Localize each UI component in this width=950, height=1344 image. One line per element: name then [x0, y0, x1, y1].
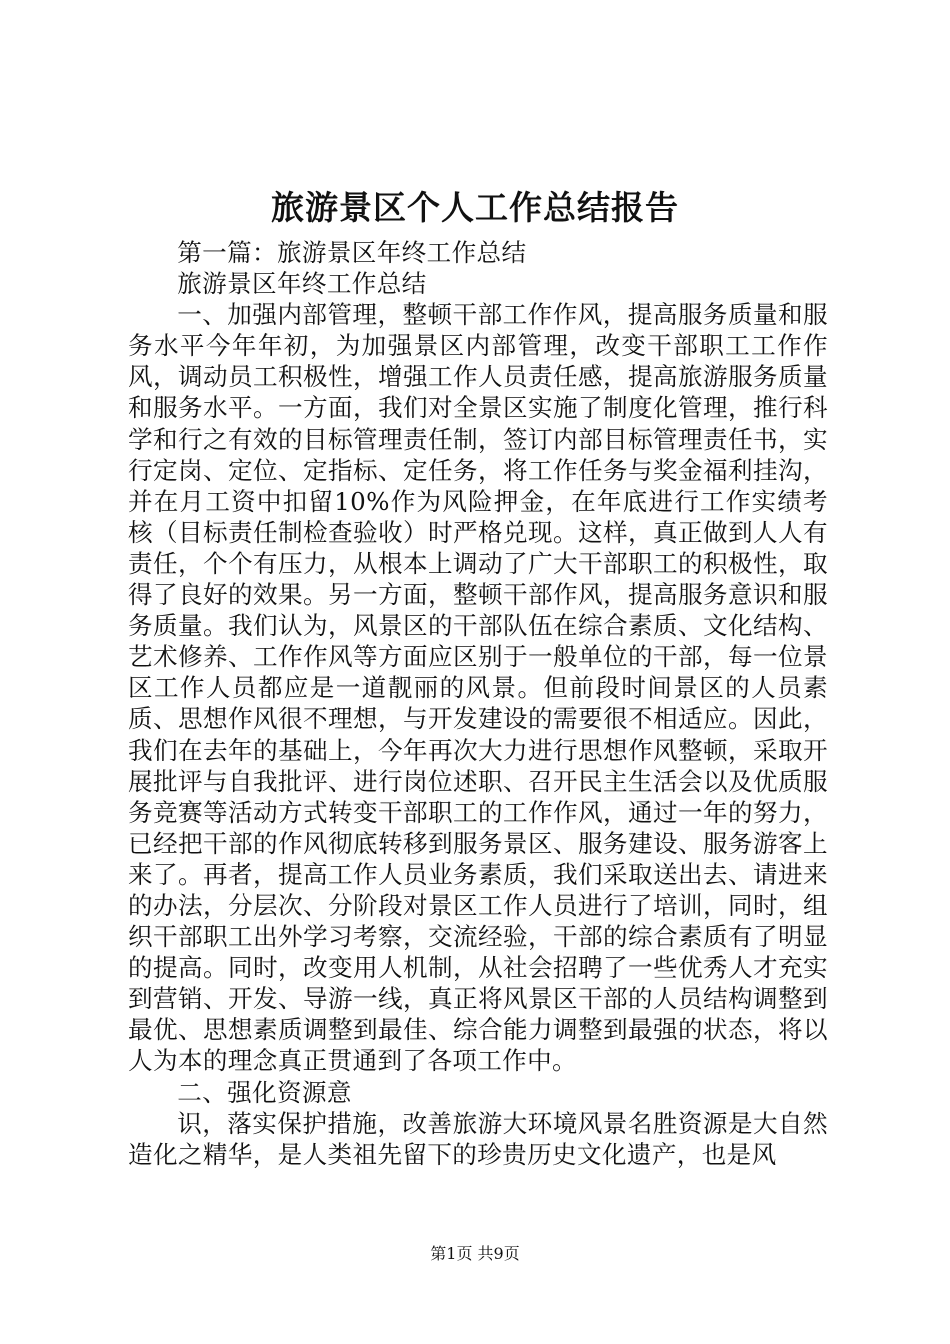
paragraph-subheading: 旅游景区年终工作总结: [177, 269, 427, 299]
paragraph-management: 一、加强内部管理，整顿干部工作作风，提高服务质量和服务水平今年年初，为加强景区内部管理，改变干部职工工作作风，调动员工积极性，增强工作人员责任感，提高旅游服务质量和服务水平。一方面，我们对全景区实施了制度化管理，推行科学和行之有效的目标管理责任制，签订内部目标管理责任书，实行定岗、定位、定指标、定任务，将工作任务与奖金福利挂沟，并在月工资中扣留10%作为风险押金，在年底进行工作实绩考核（目标责任制检查验收）时严格兑现。这样，真正做到人人有责任，个个有压力，从根本上调动了广大干部职工的积极性，取得了良好的效果。另一方面，整顿干部作风，提高服务意识和服务质量。我们认为，风景区的干部队伍在综合素质、文化结构、艺术修养、工作作风等方面应区别于一般单位的干部，每一位景区工作人员都应是一道靓丽的风景。但前段时间景区的人员素质、思想作风很不理想，与开发建设的需要很不相适应。因此，我们在去年的基础上，今年再次大力进行思想作风整顿，采取开展批评与自我批评、进行岗位述职、召开民主生活会以及优质服务竞赛等活动方式转变干部职工的工作作风，通过一年的努力，已经把干部的作风彻底转移到服务景区、服务建设、服务游客上来了。再者，提高工作人员业务素质，我们采取送出去、请进来的办法，分层次、分阶段对景区工作人员进行了培训，同时，组织干部职工出外学习考察，交流经验，干部的综合素质有了明显的提高。同时，改变用人机制，从社会招聘了一些优秀人才充实到营销、开发、导游一线，真正将风景区干部的人员结构调整到最优、思想素质调整到最佳、综合能力调整到最强的状态，将以人为本的理念真正贯通到了各项工作中。: [128, 300, 828, 1076]
page-number-footer: 第1页 共9页: [430, 1244, 520, 1263]
document-body: [128, 237, 828, 1170]
paragraph-section-heading: 第一篇：旅游景区年终工作总结: [177, 238, 527, 267]
paragraph-resource-heading: 二、强化资源意: [177, 1077, 352, 1107]
paragraph-resource-protection: 识，落实保护措施，改善旅游大环境风景名胜资源是大自然造化之精华，是人类祖先留下的珍贵历史文化遗产，也是风: [128, 1108, 828, 1169]
document-title: 旅游景区个人工作总结报告: [271, 188, 679, 227]
